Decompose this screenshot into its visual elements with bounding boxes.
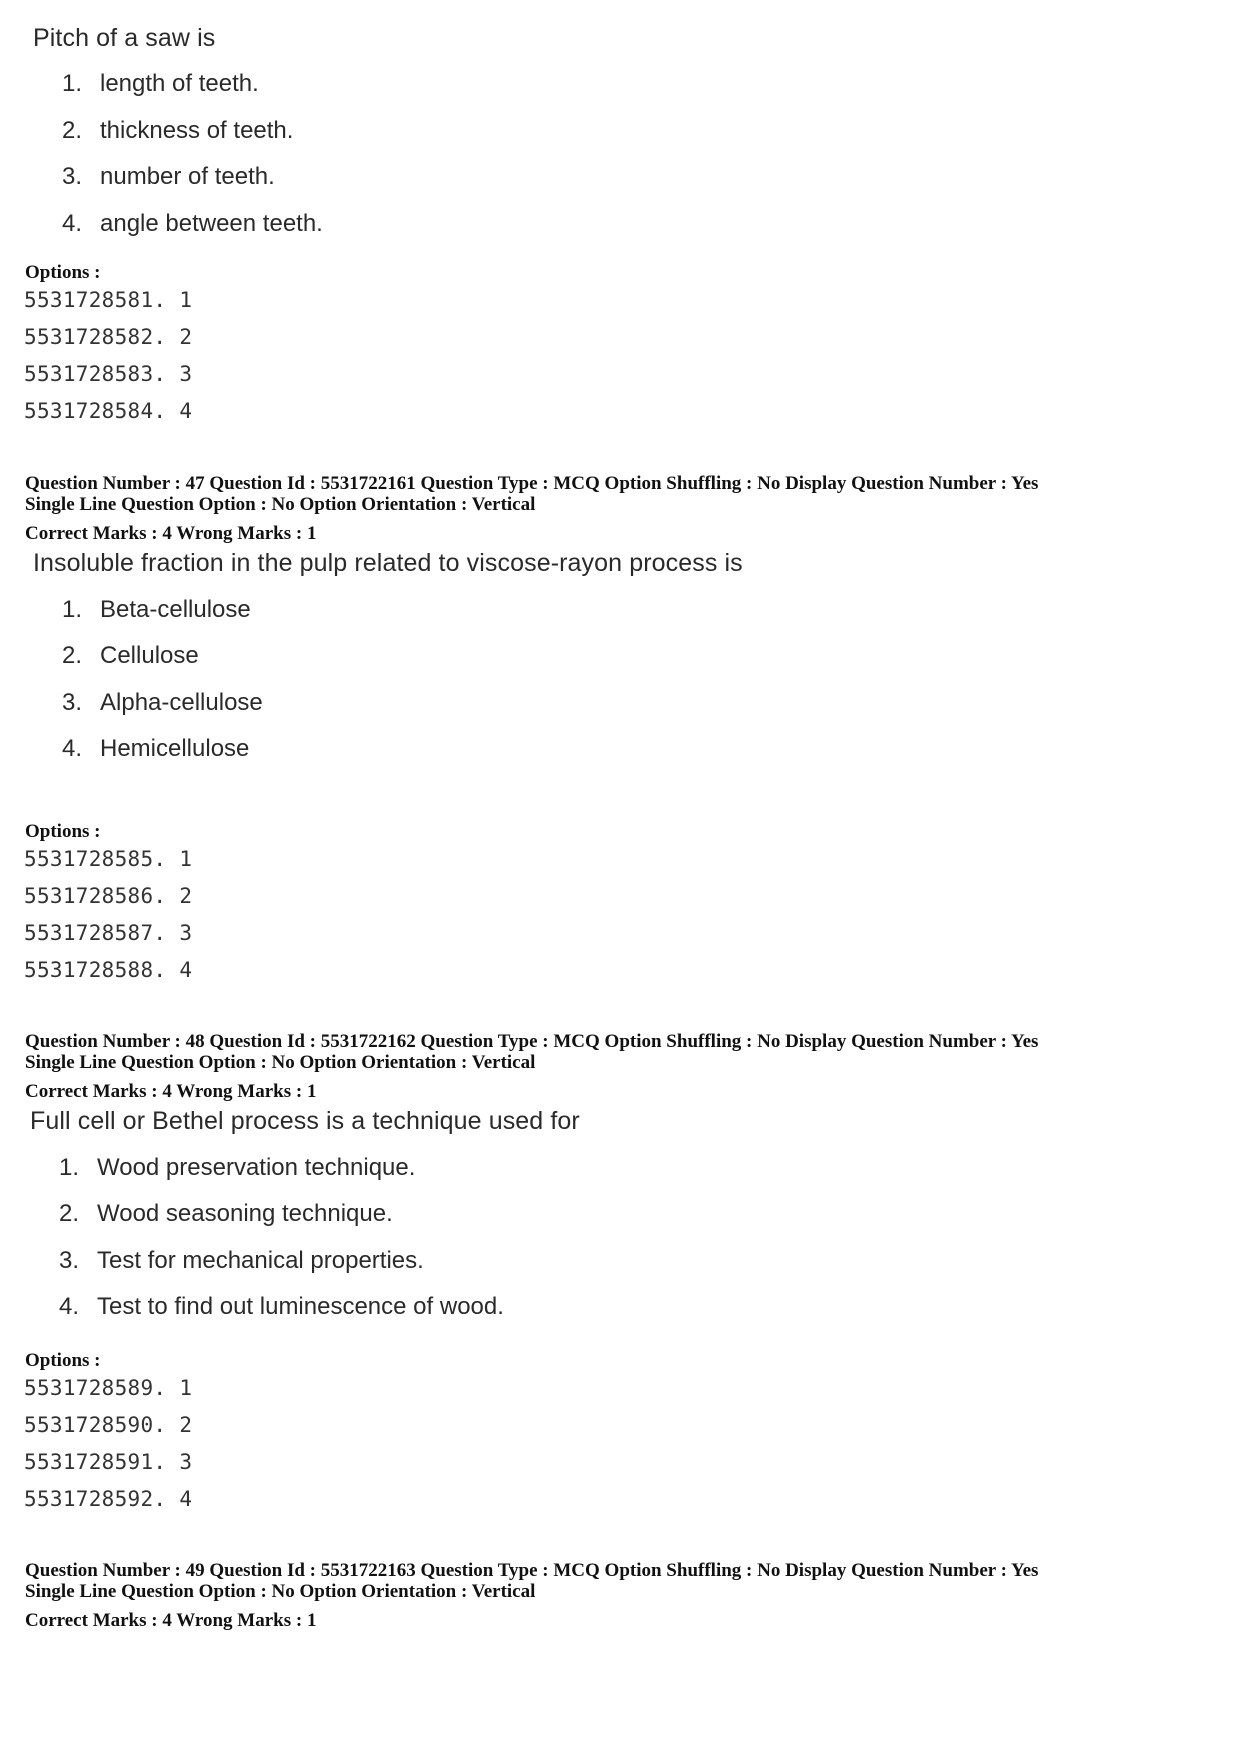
question-stem: Pitch of a saw is: [33, 24, 216, 52]
option-id: 5531728586. 2: [24, 884, 193, 908]
question-choice: 2. Wood seasoning technique.: [59, 1200, 393, 1227]
options-label: Options :: [25, 1350, 101, 1371]
question-choice: 4. Test to find out luminescence of wood.: [59, 1293, 504, 1320]
question-choice: 3. number of teeth.: [62, 163, 275, 190]
question-choice: 4. Hemicellulose: [62, 735, 250, 762]
option-id: 5531728591. 3: [24, 1450, 193, 1474]
question-meta: Question Number : 48 Question Id : 5531722162 Question Type : MCQ Option Shuffling : No Display Question Number : Yes: [25, 1031, 1039, 1052]
question-choice: 4. angle between teeth.: [62, 210, 323, 237]
option-id: 5531728585. 1: [24, 847, 193, 871]
option-id: 5531728590. 2: [24, 1413, 193, 1437]
option-id: 5531728588. 4: [24, 958, 193, 982]
question-meta: Single Line Question Option : No Option Orientation : Vertical: [25, 494, 536, 515]
question-stem: Insoluble fraction in the pulp related to viscose-rayon process is: [33, 549, 743, 577]
question-meta: Single Line Question Option : No Option Orientation : Vertical: [25, 1052, 536, 1073]
options-label: Options :: [25, 262, 101, 283]
option-id: 5531728583. 3: [24, 362, 193, 386]
question-choice: 1. Wood preservation technique.: [59, 1154, 416, 1181]
option-id: 5531728589. 1: [24, 1376, 193, 1400]
question-choice: 3. Test for mechanical properties.: [59, 1247, 424, 1274]
question-meta: Question Number : 49 Question Id : 5531722163 Question Type : MCQ Option Shuffling : No Display Question Number : Yes: [25, 1560, 1039, 1581]
option-id: 5531728581. 1: [24, 288, 193, 312]
question-stem: Full cell or Bethel process is a technique used for: [30, 1107, 580, 1135]
question-choice: 2. thickness of teeth.: [62, 117, 294, 144]
question-marks: Correct Marks : 4 Wrong Marks : 1: [25, 1610, 317, 1631]
question-meta: Single Line Question Option : No Option Orientation : Vertical: [25, 1581, 536, 1602]
question-meta: Question Number : 47 Question Id : 5531722161 Question Type : MCQ Option Shuffling : No Display Question Number : Yes: [25, 473, 1039, 494]
option-id: 5531728582. 2: [24, 325, 193, 349]
question-marks: Correct Marks : 4 Wrong Marks : 1: [25, 1081, 317, 1102]
question-choice: 3. Alpha-cellulose: [62, 689, 263, 716]
question-choice: 2. Cellulose: [62, 642, 199, 669]
option-id: 5531728592. 4: [24, 1487, 193, 1511]
question-choice: 1. length of teeth.: [62, 70, 259, 97]
option-id: 5531728584. 4: [24, 399, 193, 423]
options-label: Options :: [25, 821, 101, 842]
question-marks: Correct Marks : 4 Wrong Marks : 1: [25, 523, 317, 544]
option-id: 5531728587. 3: [24, 921, 193, 945]
question-choice: 1. Beta-cellulose: [62, 596, 251, 623]
